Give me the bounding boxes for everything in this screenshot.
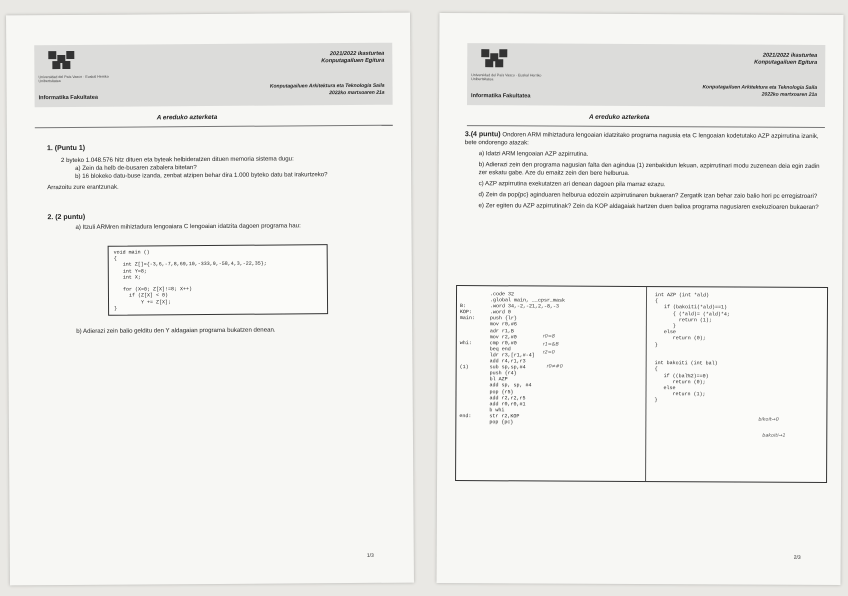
asm-instruction: add r2,r2,r5	[489, 394, 526, 401]
asm-instruction: mov r0,#6	[489, 321, 517, 328]
question-2-a: a) Itzuli ARMren mihiztadura lengoaiara C lengoaian idatzita dagoen programa hau:	[75, 222, 301, 231]
university-name: Universidad del País Vasco · Euskal Herriko Unibertsitatea	[471, 73, 542, 82]
arm-assembly-code	[456, 286, 647, 481]
asm-instruction: mov r2,#0	[489, 333, 517, 341]
question-1-b: b) 16 blokeko datu-buse izanda, zenbat atzipen behar dira 1.000 byteko datu bat irakurtzeko?	[75, 171, 328, 180]
exam-model: A ereduko azterketa	[156, 113, 218, 122]
handwritten-note: r2=0	[542, 350, 555, 356]
asm-instruction: str r2,KOP	[489, 413, 520, 420]
c-code-box: void main () { int Z[]={-3,6,-7,8,69,10,-333,9,-58,4,3,-22,35}; int Y=8; int X; for (X=0; Z[X]!=8; X++) if (Z[X] < 0) Y += Z[X]; }	[108, 244, 328, 316]
code-listing-box	[455, 285, 828, 483]
asm-instruction: pop {r5}	[489, 388, 514, 395]
header-course: 2021/2022 ikasturtea Konputagailuen Egitura	[754, 52, 818, 66]
asm-instruction: ldr r3,[r1,#-4]	[489, 352, 535, 359]
faculty-name: Informatika Fakultatea	[38, 94, 98, 102]
question-3-title: 3.(4 puntu)	[464, 131, 501, 139]
faculty-name: Informatika Fakultatea	[471, 93, 531, 100]
page-2-content	[464, 131, 822, 212]
page-number: 1/3	[366, 552, 374, 559]
asm-instruction: beq end	[489, 346, 511, 353]
asm-instruction: .word 34,-2,-21,2,-8,-3	[489, 303, 559, 310]
university-name: Universidad del País Vasco · Euskal Herriko Unibertsitatea	[38, 74, 109, 84]
question-3-a: a) Idatzi ARM lengoaian AZP azpirrutina.	[478, 150, 589, 158]
asm-label: main:	[459, 315, 475, 322]
asm-instruction: .code 32	[490, 291, 515, 298]
question-1-note: Arrazoitu zure erantzunak.	[47, 183, 119, 192]
question-2-title: 2. (2 puntu)	[47, 213, 86, 222]
asm-instruction: bl AZP	[489, 376, 508, 383]
question-1-title: 1. (Puntu 1)	[46, 144, 86, 153]
question-2-b: b) Adierazi zein balio gelditu den Y aldagaian programa bukatzen denean.	[76, 326, 276, 335]
asm-label	[459, 419, 489, 425]
university-logo-icon	[481, 49, 517, 69]
exam-page-1	[6, 13, 414, 586]
asm-instruction: .word 0	[489, 309, 511, 316]
asm-label: B:	[459, 303, 466, 310]
question-3-intro: 3.(4 puntu) Ondoren ARM mihiztadura lengoaian idatzitako programa nagusia eta C lengoaian kodetutako AZP azpirrutina izanik, bete ondorengo atazak:	[464, 131, 819, 147]
asm-label: KOP:	[459, 309, 472, 316]
divider	[35, 125, 393, 128]
handwritten-note: bikoit→0	[758, 417, 779, 423]
header-dept: Konputagailuen Arkitektura eta Teknologia Saila 2022ko martxoaren 21a	[269, 82, 385, 96]
question-3-b: b) Adierazi zein den programa nagusian falta den agindua (1) zenbakidun lekuan, azpirrutinari modu zuzenean deia egin zadin zer eskatu gabe. Aze du emaitz zein den bere helburua.	[478, 161, 820, 177]
c-subroutine-code: int AZP (int *ald) { if (bakoiti(*ald)==1) { (*ald)= (*ald)*4; return (1); } else return (0); } int bakoiti (int bal) { if ((bal%2)==0) return (0); else return (1); }	[654, 292, 730, 404]
question-1-a: a) Zein da helb de-busaren zabalera bitetan?	[75, 164, 197, 172]
asm-instruction: push {lr}	[489, 315, 517, 322]
asm-instruction: .global main, __cpsr_mask	[489, 297, 566, 304]
page-header	[467, 43, 825, 107]
header-course: 2021/2022 ikasturtea Konputagailuen Egitura	[321, 50, 385, 65]
asm-instruction: add r4,r1,r3	[489, 358, 526, 365]
page-1-content	[47, 137, 398, 336]
header-dept: Konputagailuen Arkitektura eta Teknologia Saila 2022ko martxoaren 21a	[702, 84, 818, 98]
university-logo-icon	[48, 51, 84, 71]
exam-page-2	[437, 13, 844, 585]
asm-label: whi:	[459, 339, 472, 346]
asm-instruction: adr r1,B	[489, 327, 514, 334]
asm-label: end:	[459, 412, 472, 419]
asm-instruction: sub sp,sp,#4	[489, 364, 526, 371]
asm-instruction: pop {pc}	[489, 419, 514, 426]
page-number: 2/3	[793, 554, 801, 561]
asm-instruction: push {r4}	[489, 370, 517, 377]
asm-instruction: add r0,r0,#1	[489, 400, 526, 408]
asm-instruction: add sp, sp, #4	[489, 382, 532, 389]
question-1-text: 2 byteko 1.048.576 hitz dituen eta byteak helbideratzen dituen memoria sistema dugu:	[61, 155, 294, 165]
asm-instruction: b whi	[489, 406, 505, 414]
handwritten-note: r1=&B	[542, 342, 559, 348]
asm-label: (1)	[459, 364, 469, 371]
question-3-c: c) AZP azpirrutina exekutatzen ari denean dagoen pila marraz ezazu.	[478, 180, 666, 189]
asm-line	[459, 419, 642, 426]
question-3-d: d) Zein da pop{pc} aginduaren helburua edozein azpirrutinaren bukaeran? Zergatik izan behar zaio balio hori pc erregistroari?	[478, 191, 818, 200]
exam-model: A ereduko azterketa	[588, 113, 650, 122]
page-header	[34, 43, 392, 107]
divider	[467, 125, 825, 128]
handwritten-note: bakoiti→1	[762, 433, 786, 439]
asm-instruction: cmp r0,#0	[489, 339, 517, 347]
handwritten-note: r0≠#0	[546, 364, 563, 370]
handwritten-note: r0=8	[542, 334, 555, 340]
question-3-e: e) Zer egiten du AZP azpirrutinak? Zein da KOP aldagaiak hartzen duen balioa programa nagusiaren exekuzioaren bukaeran?	[478, 202, 819, 211]
